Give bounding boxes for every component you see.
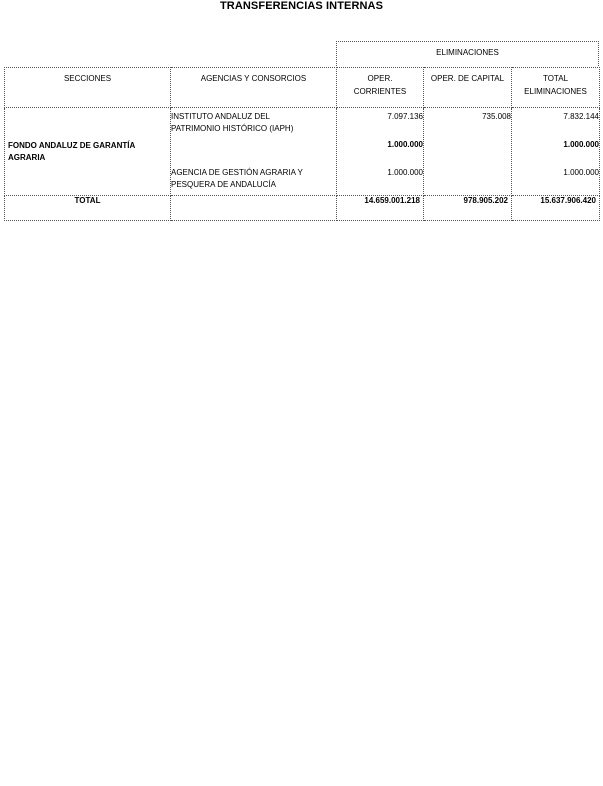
total-elim-cell <box>512 108 600 196</box>
total-label: TOTAL <box>5 196 171 221</box>
transfer-table <box>4 67 600 221</box>
col-header-oper-corrientes-line2: CORRIENTES <box>353 87 407 96</box>
page-title: TRANSFERENCIAS INTERNAS <box>219 0 384 12</box>
capital-subtotal <box>424 136 511 164</box>
corrientes-agapa: 1.000.000 <box>387 168 423 177</box>
col-header-agencias: AGENCIAS Y CONSORCIOS <box>171 68 337 108</box>
total-elim-subtotal: 1.000.000 <box>563 140 599 149</box>
total-corrientes: 14.659.001.218 <box>337 196 424 221</box>
capital-agapa <box>424 164 511 192</box>
total-elim-iaph: 7.832.144 <box>563 112 599 121</box>
section-name-line1: FONDO ANDALUZ DE GARANTÍA <box>8 140 136 150</box>
col-header-oper-corrientes <box>337 68 424 108</box>
agency-agapa-line1: AGENCIA DE GESTIÓN AGRARIA Y <box>171 168 303 177</box>
col-header-total-line1: TOTAL <box>542 74 569 83</box>
agency-cell <box>171 108 337 196</box>
column-header-row <box>5 68 600 108</box>
agency-agapa-line2: PESQUERA DE ANDALUCÍA <box>171 180 276 189</box>
col-header-oper-capital: OPER. DE CAPITAL <box>424 68 512 108</box>
total-elim-agapa: 1.000.000 <box>563 168 599 177</box>
group-header-row <box>4 41 599 67</box>
col-header-oper-corrientes-line1: OPER. <box>367 74 393 83</box>
total-row <box>5 196 600 221</box>
total-capital: 978.905.202 <box>424 196 512 221</box>
capital-cell <box>424 108 512 196</box>
corrientes-cell <box>337 108 424 196</box>
col-header-secciones: SECCIONES <box>5 68 171 108</box>
section-name-line2: AGRARIA <box>8 152 46 162</box>
col-header-total-eliminaciones <box>512 68 600 108</box>
agency-iaph-line2: PATRIMONIO HISTÓRICO (IAPH) <box>171 124 294 133</box>
section-cell <box>5 108 171 196</box>
table-row <box>5 108 600 196</box>
agency-blank <box>171 136 336 164</box>
eliminaciones-group-header: ELIMINACIONES <box>336 41 599 66</box>
corrientes-iaph: 7.097.136 <box>387 112 423 121</box>
corrientes-subtotal: 1.000.000 <box>387 140 423 149</box>
transfer-table-container <box>4 41 599 221</box>
total-agency-blank <box>171 196 337 221</box>
total-eliminaciones: 15.637.906.420 <box>512 196 600 221</box>
agency-iaph-line1: INSTITUTO ANDALUZ DEL <box>171 112 270 121</box>
capital-iaph: 735.008 <box>482 112 511 121</box>
col-header-total-line2: ELIMINACIONES <box>524 87 587 96</box>
agency-agapa <box>171 164 336 192</box>
agency-iaph <box>171 108 336 136</box>
